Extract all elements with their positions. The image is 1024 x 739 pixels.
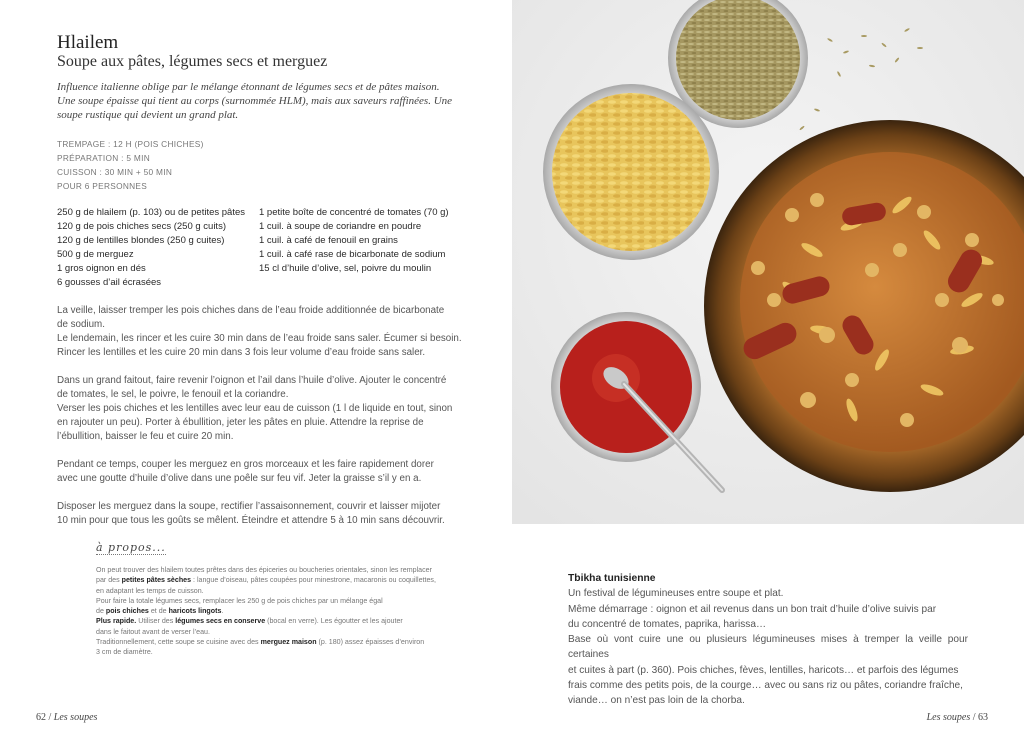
tbikha-line: Même démarrage : oignon et ail revenus dans un bon trait d’huile d’olive suivis par — [568, 603, 937, 615]
recipe-step — [57, 374, 462, 444]
right-page — [512, 0, 1024, 739]
recipe-steps — [57, 304, 462, 542]
apropos-text: 3 cm de diamètre. — [96, 648, 153, 657]
tbikha-title: Tbikha tunisienne — [568, 573, 656, 584]
tbikha-line: frais comme des petits pois, de la courge… avec ou sans riz ou pâtes, coriandre fraîche, — [568, 680, 963, 692]
recipe-step-line: de sodium. — [57, 319, 105, 330]
apropos-text: Utiliser des — [136, 617, 176, 626]
page-number-left: 62 — [36, 712, 46, 723]
apropos-line — [96, 596, 456, 606]
pasta-bowl — [543, 84, 719, 260]
meta-servings: POUR 6 PERSONNES — [57, 181, 148, 191]
recipe-step-line: en rajouter un peu). Porter à ébullition, jeter les pâtes en pluie. Attendre la reprise de — [57, 417, 424, 428]
recipe-photo — [512, 0, 1024, 524]
recipe-step-line: l’ébullition, baisser le feu et cuire 20 min. — [57, 431, 234, 442]
page-number-right: 63 — [978, 712, 988, 723]
ingredients-list-left — [57, 206, 257, 290]
recipe-meta — [57, 137, 204, 193]
section-name-left: Les soupes — [53, 712, 98, 723]
apropos-text: et de — [148, 607, 169, 616]
folio-right — [927, 712, 988, 723]
recipe-step-line: La veille, laisser tremper les pois chiches dans de l’eau froide additionnée de bicarbonate — [57, 305, 445, 316]
recipe-step-line: Disposer les merguez dans la soupe, rectifier l’assaisonnement, couvrir et laisser mijoter — [57, 501, 441, 512]
recipe-step-line: Dans un grand faitout, faire revenir l’oignon et l’ail dans l’huile d’olive. Ajouter le concentré — [57, 375, 447, 386]
section-name-right: Les soupes — [926, 712, 971, 723]
meta-soak-time: TREMPAGE : 12 H (POIS CHICHES) — [57, 139, 204, 149]
apropos-title: à propos... — [96, 541, 166, 554]
tbikha-line: viande… on n’est pas loin de la chorba. — [568, 695, 745, 707]
recipe-step — [57, 458, 462, 486]
apropos-text: de — [96, 607, 106, 616]
apropos-line — [96, 647, 456, 657]
apropos-text: : langue d’oiseau, pâtes coupées pour minestrone, macaronis ou coquillettes, — [191, 576, 436, 585]
apropos-highlight: pois chiches — [105, 607, 149, 616]
recipe-step-line: Verser les pois chiches et les lentilles avec leur eau de cuisson (1 l de liquide en tout, sinon — [57, 403, 453, 414]
apropos-text: (p. 180) assez épaisses d’environ — [316, 638, 425, 647]
recipe-title: Hlailem — [57, 32, 119, 53]
apropos-text: dans le faitout avant de verser l’eau. — [96, 627, 210, 636]
ingredient-item: 1 cuil. à café rase de bicarbonate de sodium — [259, 249, 446, 260]
folio-left — [36, 712, 97, 723]
apropos-text: Traditionnellement, cette soupe se cuisine avec des — [96, 638, 261, 647]
apropos-highlight: haricots lingots — [168, 607, 222, 616]
recipe-step-line: 10 min pour que tous les goûts se mêlent. Éteindre et attendre 5 à 10 min sans découvrir. — [57, 515, 445, 526]
ingredient-item: 15 cl d’huile d’olive, sel, poivre du moulin — [259, 263, 432, 274]
apropos-highlight: petites pâtes sèches — [121, 576, 192, 585]
recipe-step — [57, 304, 462, 360]
apropos-line — [96, 565, 456, 575]
tbikha-section — [568, 571, 968, 709]
apropos-line — [96, 616, 456, 626]
apropos-text: en adaptant les temps de cuisson. — [96, 586, 204, 595]
apropos-text: par des — [96, 576, 122, 585]
tbikha-line: et cuites à part (p. 360). Pois chiches, fèves, lentilles, haricots… et parfois des légumes — [568, 664, 959, 676]
apropos-line — [96, 575, 456, 585]
apropos-line — [96, 637, 456, 647]
apropos-line — [96, 606, 456, 616]
apropos-highlight: légumes secs en conserve — [175, 617, 266, 626]
ingredient-item: 1 petite boîte de concentré de tomates (70 g) — [259, 207, 449, 218]
recipe-step-line: Rincer les lentilles et les cuire 20 min dans 3 fois leur volume d’eau froide sans saler. — [57, 347, 426, 358]
tbikha-line: Un festival de légumineuses entre soupe et plat. — [568, 588, 784, 600]
apropos-text: Pour faire la totale légumes secs, remplacer les 250 g de pois chiches par un mélange égal — [96, 596, 383, 605]
ingredients-list-right — [259, 206, 459, 276]
ingredient-item: 120 g de lentilles blondes (250 g cuites) — [57, 235, 225, 246]
ingredient-item: 6 gousses d’ail écrasées — [57, 277, 162, 288]
folio-separator: / — [48, 712, 54, 723]
ingredient-item: 1 cuil. à café de fenouil en grains — [259, 235, 398, 246]
folio-separator: / — [972, 712, 978, 723]
recipe-intro: Influence italienne oblige par le mélange étonnant de légumes secs et de pâtes maison. Une soupe épaisse qui tient au corps (surnommée HLM), mais aux saveurs raffinées. Une soupe rustique qui devient un grand plat. — [57, 81, 453, 121]
apropos-text: (bocal en verre). Les égoutter et les ajouter — [265, 617, 403, 626]
ingredient-item: 120 g de pois chiches secs (250 g cuits) — [57, 221, 226, 232]
recipe-subtitle: Soupe aux pâtes, légumes secs et merguez — [57, 53, 328, 70]
apropos-notes — [96, 565, 456, 658]
apropos-highlight: Plus rapide. — [96, 617, 137, 626]
recipe-step-line: de tomates, le sel, le poivre, le fenouil et la coriandre. — [57, 389, 289, 400]
recipe-step-line: avec une goutte d’huile d’olive dans une poêle sur feu vif. Jeter la graisse s’il y en a. — [57, 473, 422, 484]
ingredient-item: 1 cuil. à soupe de coriandre en poudre — [259, 221, 422, 232]
ingredient-item: 500 g de merguez — [57, 249, 134, 260]
apropos-line — [96, 627, 456, 637]
recipe-step-line: Le lendemain, les rincer et les cuire 30 min dans de l’eau froide sans saler. Écumer si besoin. — [57, 333, 462, 344]
meta-prep-time: PRÉPARATION : 5 MIN — [57, 153, 150, 163]
apropos-highlight: merguez maison — [260, 638, 317, 647]
apropos-text: On peut trouver des hlailem toutes prêtes dans des épiceries ou boucheries orientales, sinon les remplacer — [96, 566, 432, 574]
recipe-step — [57, 500, 462, 528]
tbikha-line: du concentré de tomates, paprika, harissa… — [568, 618, 767, 630]
apropos-line — [96, 586, 456, 596]
apropos-heading — [96, 541, 166, 554]
tbikha-line: Base où vont cuire une ou plusieurs légumineuses mises à tremper la veille pour certaines — [568, 634, 968, 661]
apropos-text: . — [221, 607, 224, 616]
recipe-step-line: Pendant ce temps, couper les merguez en gros morceaux et les faire rapidement dorer — [57, 459, 434, 470]
meta-cook-time: CUISSON : 30 MIN + 50 MIN — [57, 167, 173, 177]
ingredient-item: 250 g de hlailem (p. 103) ou de petites pâtes — [57, 207, 246, 218]
ingredient-item: 1 gros oignon en dés — [57, 263, 146, 274]
